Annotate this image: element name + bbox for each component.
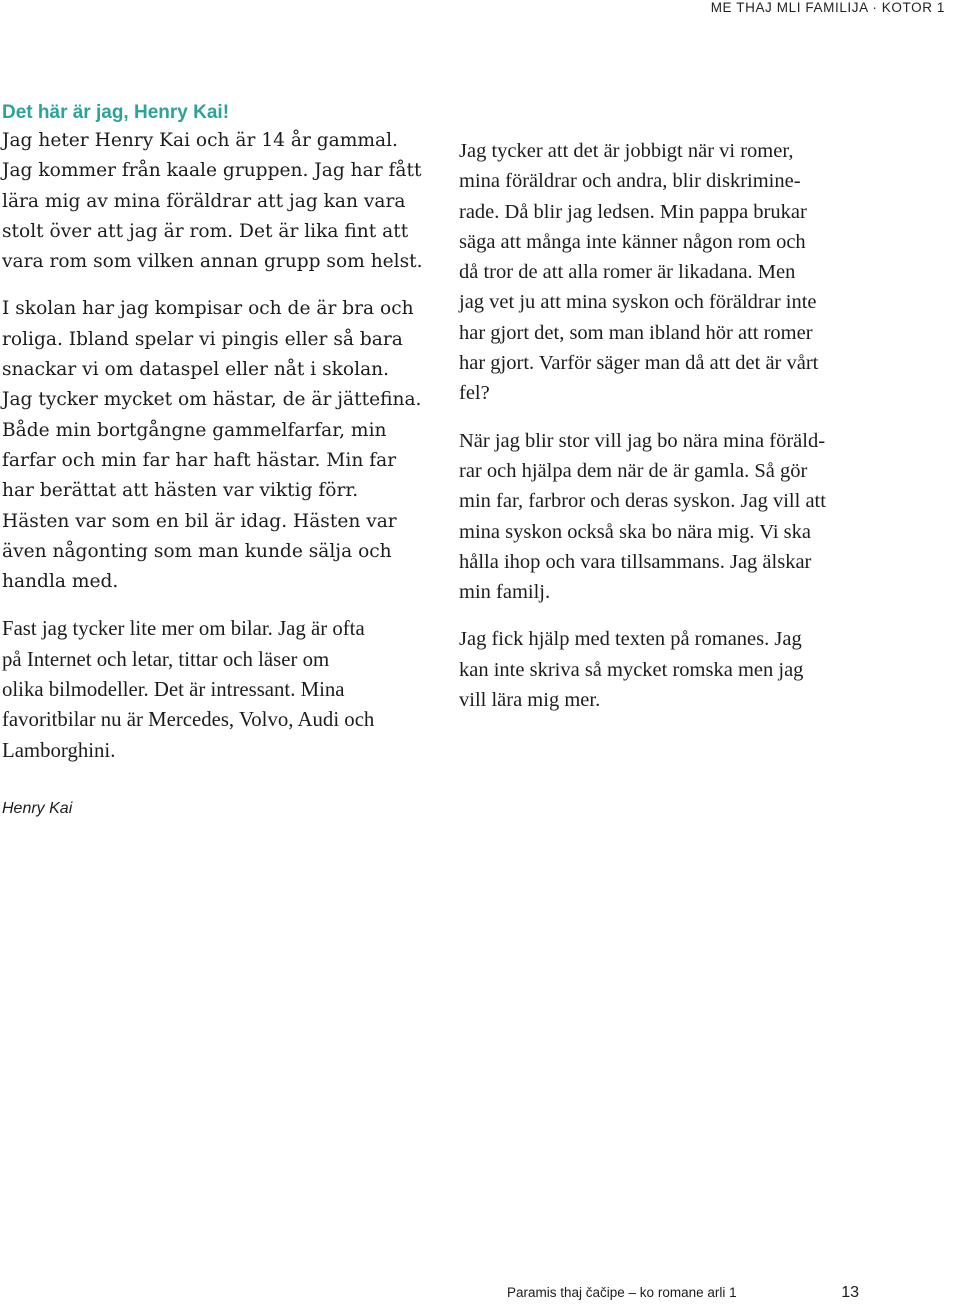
paragraph-school-horses [2,294,422,597]
text-line: kan inte skriva så mycket romska men jag [459,658,804,681]
text-line: roliga. Ibland spelar vi pingis eller så bara [2,328,403,350]
text-line: Jag tycker att det är jobbigt när vi romer, [459,140,794,162]
text-line: När jag blir stor vill jag bo nära mina föräld- [459,429,826,452]
page-number: 13 [841,1284,859,1301]
text-line: fel? [459,382,490,405]
text-line: har gjort det, som man ibland hör att romer [459,321,813,344]
text-line: Både min bortgångne gammelfarfar, min [2,419,387,441]
text-line: säga att många inte känner någon rom och [459,230,806,253]
paragraph-romanes [459,624,879,715]
text-line: mina föräldrar och andra, blir diskrimine- [459,170,801,193]
article-heading: Det här är jag, Henry Kai! [2,102,230,123]
text-line: min far, farbror och deras syskon. Jag vill att [459,490,826,513]
text-line: har berättat att hästen var viktig förr. [2,480,359,502]
text-line: på Internet och letar, tittar och läser om [2,647,330,671]
text-line: hålla ihop och vara tillsammans. Jag älskar [459,550,812,573]
text-line: Jag tycker mycket om hästar, de är jättefina. [2,389,422,411]
paragraph-family [459,426,879,608]
text-line: olika bilmodeller. Det är intressant. Mina [2,678,345,702]
author-signature: Henry Kai [2,800,73,817]
text-line: Lamborghini. [2,738,116,762]
footer-title: Paramis thaj čačipe – ko romane arli 1 [507,1285,737,1300]
paragraph-discrimination [459,136,879,409]
text-line: Jag fick hjälp med texten på romanes. Jag [459,628,802,651]
text-line: Hästen var som en bil är idag. Hästen var [2,510,397,532]
text-line: lära mig av mina föräldrar att jag kan vara [2,190,406,212]
text-line: favoritbilar nu är Mercedes, Volvo, Audi och [2,708,375,732]
text-line: rade. Då blir jag ledsen. Min pappa brukar [459,200,807,223]
paragraph-intro [2,126,422,277]
text-line: mina syskon också ska bo nära mig. Vi ska [459,520,811,543]
page-footer [507,1284,859,1302]
text-line: vill lära mig mer. [459,689,601,712]
running-head: ME THAJ MLI FAMILIJA · KOTOR 1 [710,0,945,15]
text-line: farfar och min far har haft hästar. Min far [2,449,397,471]
text-line: Jag heter Henry Kai och är 14 år gammal. [2,130,398,151]
text-line: stolt över att jag är rom. Det är lika fint att [2,220,409,242]
text-line: handla med. [2,571,119,593]
text-line: då tror de att alla romer är likadana. Men [459,261,796,284]
text-line: Jag kommer från kaale gruppen. Jag har fått [2,160,422,182]
text-line: även någonting som man kunde sälja och [2,540,392,562]
text-line: Fast jag tycker lite mer om bilar. Jag är ofta [2,617,365,641]
text-line: har gjort. Varför säger man då att det är vårt [459,352,819,375]
paragraph-cars [2,614,422,765]
text-line: vara rom som vilken annan grupp som helst. [2,251,423,273]
left-column [2,100,422,783]
text-line: rar och hjälpa dem när de är gamla. Så gör [459,459,808,482]
text-line: I skolan har jag kompisar och de är bra och [2,298,414,320]
right-column [459,136,879,732]
text-line: jag vet ju att mina syskon och föräldrar inte [459,291,817,314]
text-line: min familj. [459,581,551,604]
text-line: snackar vi om dataspel eller nåt i skolan. [2,359,390,381]
